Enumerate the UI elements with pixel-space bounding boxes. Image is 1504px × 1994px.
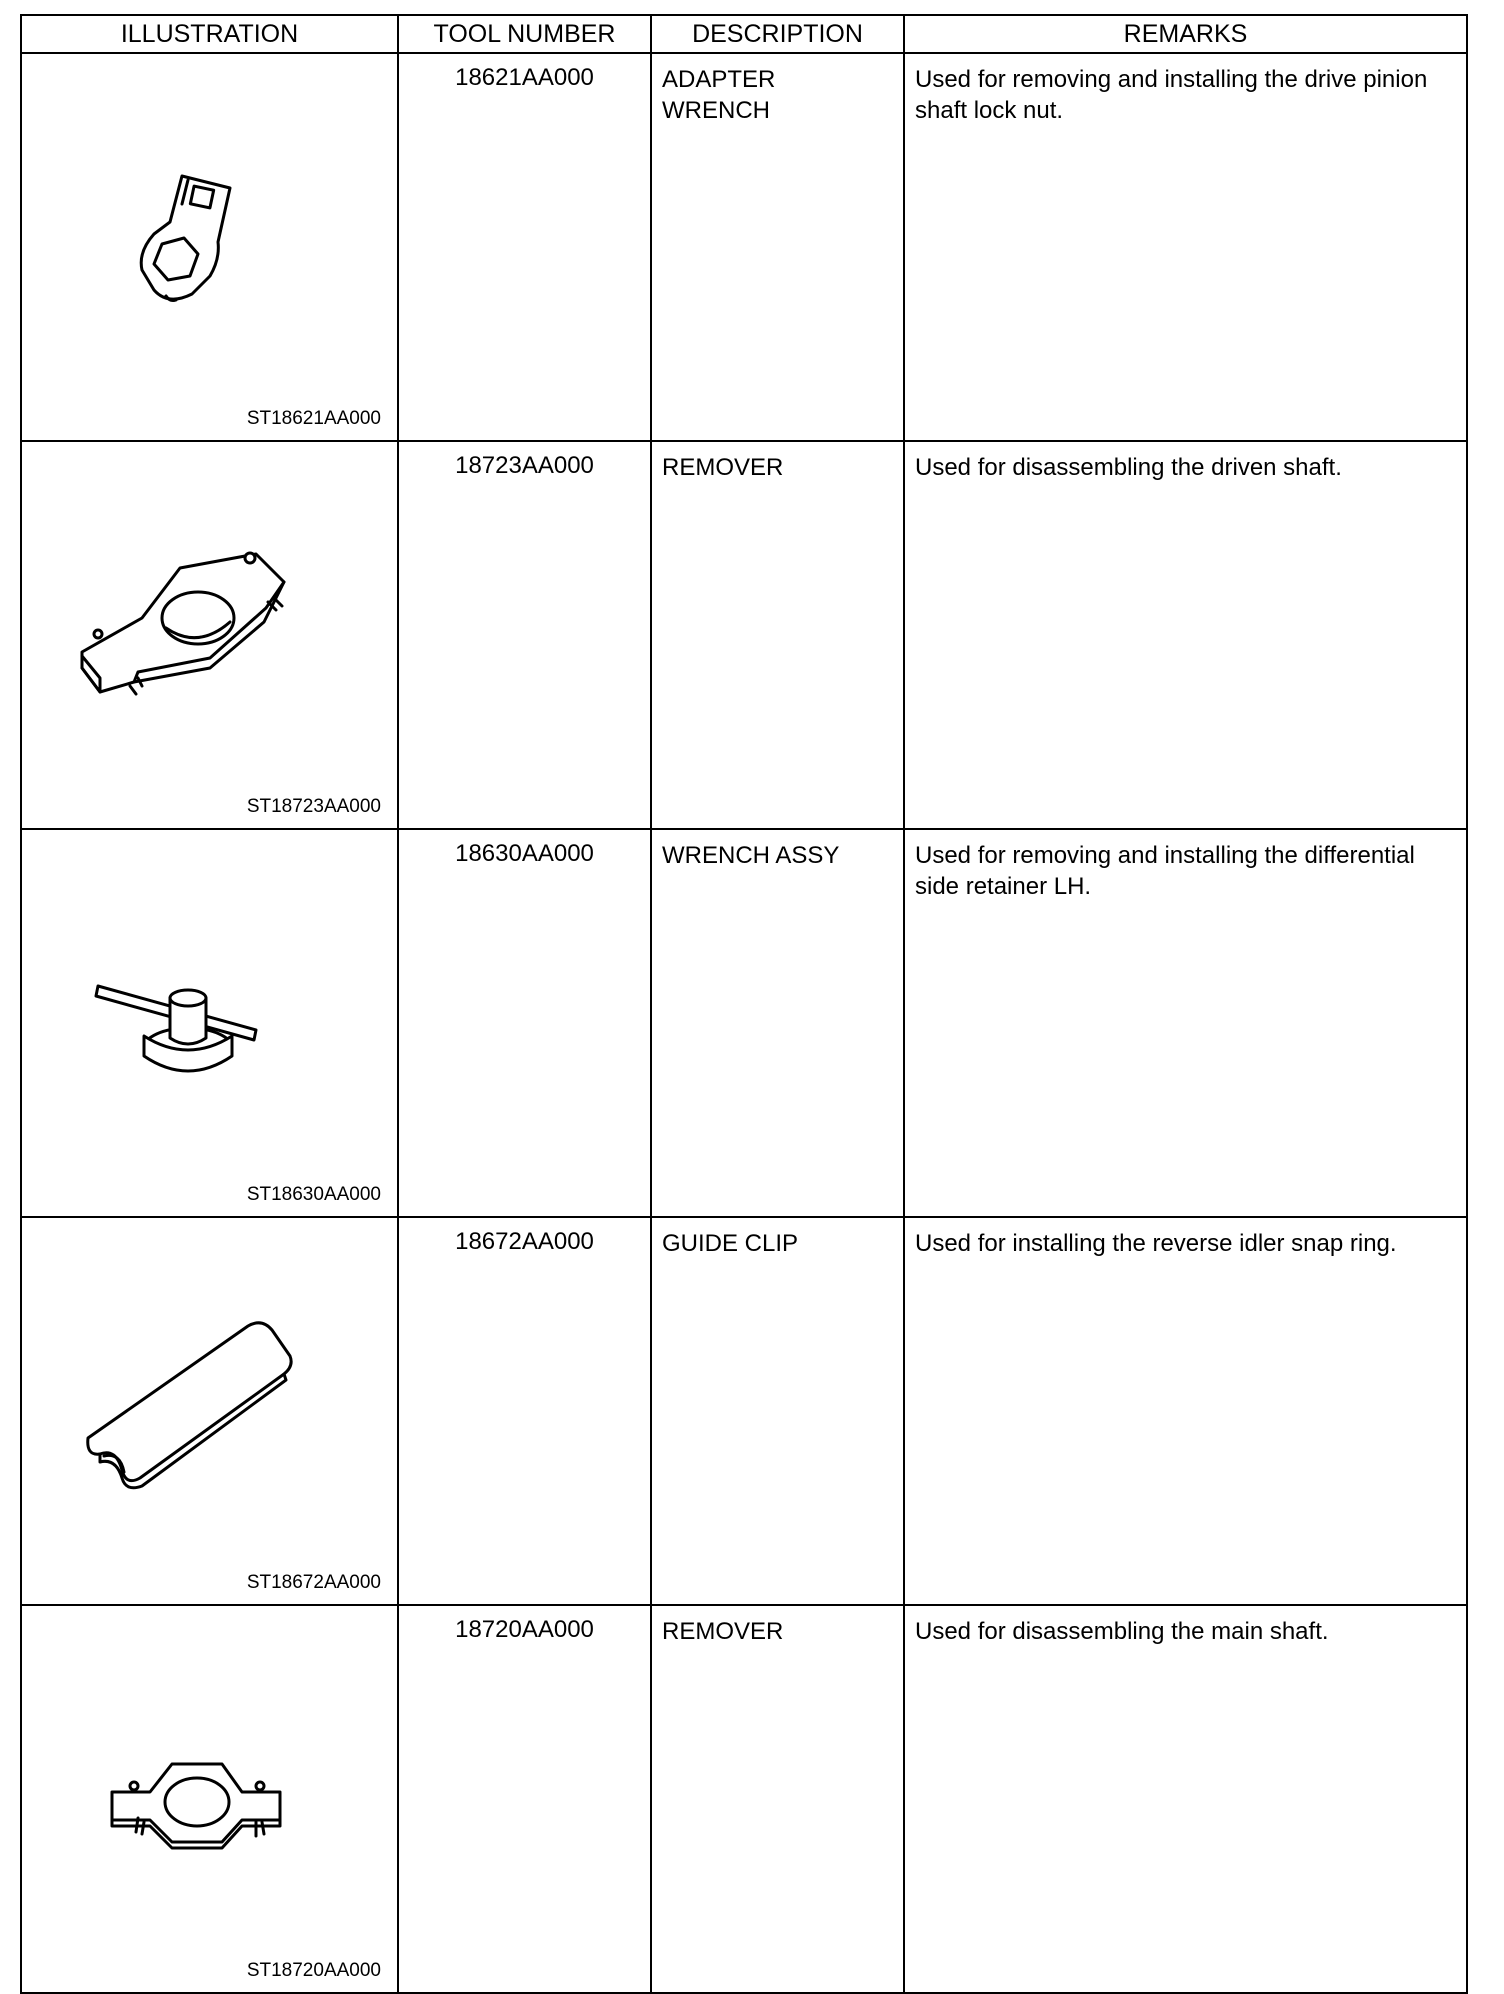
table-row [21, 53, 1467, 441]
remarks: Used for removing and installing the differential side retainer LH. [904, 829, 1467, 1217]
tool-number: 18672AA000 [398, 1217, 651, 1605]
illustration-cell [21, 1605, 398, 1993]
illustration-code: ST18630AA000 [246, 1184, 381, 1205]
table-row [21, 829, 1467, 1217]
remarks: Used for disassembling the main shaft. [904, 1605, 1467, 1993]
illustration-cell [21, 441, 398, 829]
header-illustration: ILLUSTRATION [21, 15, 398, 53]
remarks: Used for installing the reverse idler snap ring. [904, 1217, 1467, 1605]
table-row [21, 441, 1467, 829]
illustration-code: ST18621AA000 [246, 408, 381, 429]
tool-number: 18630AA000 [398, 829, 651, 1217]
illustration-cell [21, 53, 398, 441]
illustration-code: ST18723AA000 [246, 796, 381, 817]
description: REMOVER [651, 441, 904, 829]
header-row [21, 15, 1467, 53]
table-row [21, 1217, 1467, 1605]
remarks: Used for removing and installing the drive pinion shaft lock nut. [904, 53, 1467, 441]
description: WRENCH ASSY [651, 829, 904, 1217]
guide-clip-illustration [42, 1248, 362, 1548]
tool-number: 18723AA000 [398, 441, 651, 829]
description: REMOVER [651, 1605, 904, 1993]
table-row [21, 1605, 1467, 1993]
wrench-assy-illustration [42, 860, 362, 1160]
special-tools-table [20, 14, 1468, 1994]
illustration-cell [21, 829, 398, 1217]
illustration-code: ST18672AA000 [246, 1572, 381, 1593]
tool-number: 18621AA000 [398, 53, 651, 441]
header-description: DESCRIPTION [651, 15, 904, 53]
header-tool-number: TOOL NUMBER [398, 15, 651, 53]
remover-main-shaft-illustration [42, 1636, 362, 1936]
illustration-cell [21, 1217, 398, 1605]
illustration-code: ST18720AA000 [246, 1960, 381, 1981]
remover-illustration [42, 472, 362, 772]
description: GUIDE CLIP [651, 1217, 904, 1605]
remarks: Used for disassembling the driven shaft. [904, 441, 1467, 829]
header-remarks: REMARKS [904, 15, 1467, 53]
description: ADAPTER WRENCH [651, 53, 904, 441]
tool-number: 18720AA000 [398, 1605, 651, 1993]
adapter-wrench-illustration [42, 84, 362, 384]
